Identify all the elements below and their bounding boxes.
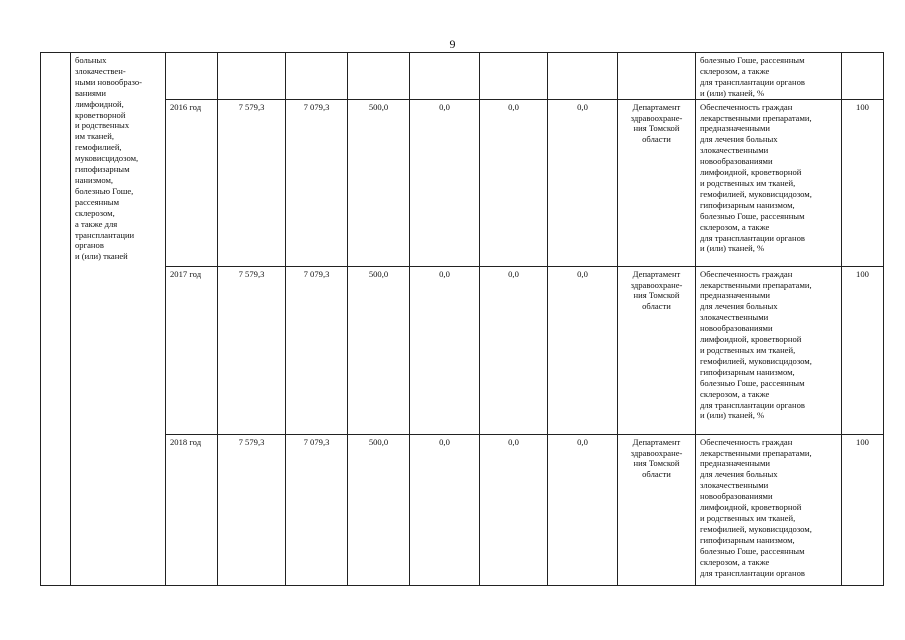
responsible-dept-cell [618,99,696,266]
empty-cell [348,53,410,100]
program-table [40,52,884,586]
empty-cell [548,53,618,100]
index-cell [41,53,71,586]
indicator-line: новообразованиями [700,156,773,167]
empty-cell [166,53,218,100]
indicator-line: и (или) тканей, % [700,87,765,98]
measure-name-line: гемофилией, [75,142,122,153]
dept-line: ния Томской [633,290,680,301]
measure-name-cell [71,53,166,586]
dept-line: здравоохране- [630,279,683,290]
measure-name-line: ными новообразо- [75,76,143,87]
other-funding-cell: 0,0 [548,99,618,266]
indicator-cell [696,266,842,434]
extrabudget-funding-cell: 0,0 [480,99,548,266]
indicator-line: лимфоидной, кроветворной [700,502,802,513]
measure-name-line: а также для [75,218,118,229]
indicator-line: болезнью Гоше, рассеянным [700,55,805,65]
measure-name-line: и (или) тканей [75,251,128,262]
extrabudget-funding-cell: 0,0 [480,266,548,434]
indicator-line: лекарственными препаратами, [700,112,812,123]
table-row [41,99,884,266]
indicator-line: лимфоидной, кроветворной [700,167,802,178]
indicator-line: и родственных им тканей, [700,344,796,355]
measure-name-line: органов [75,240,104,251]
federal-funding-cell: 7 079,3 [286,99,348,266]
indicator-line: для трансплантации органов [700,76,805,87]
indicator-value-cell: 100 [842,266,884,434]
indicator-line: склерозом, а также [700,65,770,76]
dept-line: Департамент [632,268,681,279]
measure-name-line: ваниями [75,87,106,98]
indicator-value-cell: 100 [842,434,884,585]
responsible-dept-cell [618,266,696,434]
measure-name-line: кроветворной [75,109,126,120]
local-funding-cell: 0,0 [410,266,480,434]
indicator-line: лекарственными препаратами, [700,447,812,458]
indicator-line: болезнью Гоше, рассеянным [700,377,805,388]
indicator-line: для трансплантации органов [700,567,805,578]
indicator-line: для лечения больных [700,134,778,145]
responsible-dept-cell [618,434,696,585]
measure-name-line: лимфоидной, [75,98,124,109]
local-funding-cell: 0,0 [410,99,480,266]
indicator-line: для трансплантации органов [700,232,805,243]
dept-line: области [642,469,671,480]
indicator-line: Обеспеченность граждан [700,101,793,112]
indicator-line: предназначенными [700,458,770,469]
indicator-line: для лечения больных [700,469,778,480]
measure-name-line: муковисцидозом, [75,153,139,164]
indicator-line: болезнью Гоше, рассеянным [700,210,805,221]
total-funding-cell: 7 579,3 [218,434,286,585]
table-row [41,434,884,585]
indicator-line: склерозом, а также [700,556,770,567]
regional-funding-cell: 500,0 [348,434,410,585]
indicator-line: Обеспеченность граждан [700,436,793,447]
total-funding-cell: 7 579,3 [218,266,286,434]
total-funding-cell: 7 579,3 [218,99,286,266]
empty-cell [286,53,348,100]
dept-line: области [642,301,671,312]
dept-line: ния Томской [633,123,680,134]
indicator-line: предназначенными [700,123,770,134]
regional-funding-cell: 500,0 [348,266,410,434]
indicator-cell [696,99,842,266]
empty-cell [480,53,548,100]
indicator-line: склерозом, а также [700,221,770,232]
indicator-line: и (или) тканей, % [700,410,765,421]
indicator-line: склерозом, а также [700,388,770,399]
measure-name-line: нанизмом, [75,174,114,185]
year-cell: 2018 год [166,434,218,585]
indicator-line: гипофизарным нанизмом, [700,534,795,545]
measure-name-line: трансплантации [75,229,135,240]
federal-funding-cell: 7 079,3 [286,434,348,585]
dept-line: ния Томской [633,458,680,469]
regional-funding-cell: 500,0 [348,99,410,266]
measure-name-line: рассеянным [75,196,120,207]
indicator-line: новообразованиями [700,491,773,502]
indicator-line: болезнью Гоше, рассеянным [700,545,805,556]
measure-name-line: им тканей, [75,131,114,142]
empty-cell [618,53,696,100]
indicator-cell [696,434,842,585]
empty-cell [842,53,884,100]
indicator-line: для трансплантации органов [700,399,805,410]
page-number: 9 [449,37,456,51]
measure-name-line: гипофизарным [75,164,130,175]
table-row [41,53,884,100]
dept-line: здравоохране- [630,112,683,123]
indicator-value-cell: 100 [842,99,884,266]
dept-line: области [642,134,671,145]
indicator-continued-cell [696,53,842,100]
indicator-line: злокачественными [700,312,769,323]
indicator-line: для лечения больных [700,301,778,312]
table-row [41,266,884,434]
measure-name-line: склерозом, [75,207,115,218]
federal-funding-cell: 7 079,3 [286,266,348,434]
indicator-line: злокачественными [700,145,769,156]
indicator-line: гемофилией, муковисцидозом, [700,188,812,199]
indicator-line: и родственных им тканей, [700,512,796,523]
measure-name-line: болезнью Гоше, [75,185,134,196]
indicator-line: гемофилией, муковисцидозом, [700,355,812,366]
year-cell: 2016 год [166,99,218,266]
indicator-line: новообразованиями [700,323,773,334]
other-funding-cell: 0,0 [548,434,618,585]
indicator-line: и (или) тканей, % [700,243,765,254]
dept-line: Департамент [632,101,681,112]
dept-line: здравоохране- [630,447,683,458]
indicator-line: гемофилией, муковисцидозом, [700,523,812,534]
indicator-line: лекарственными препаратами, [700,279,812,290]
other-funding-cell: 0,0 [548,266,618,434]
indicator-line: лимфоидной, кроветворной [700,334,802,345]
measure-name-line: злокачествен- [75,65,126,76]
empty-cell [410,53,480,100]
empty-cell [218,53,286,100]
measure-name-line: больных [75,55,107,65]
indicator-line: и родственных им тканей, [700,177,796,188]
indicator-line: предназначенными [700,290,770,301]
measure-name-line: и родственных [75,120,130,131]
extrabudget-funding-cell: 0,0 [480,434,548,585]
indicator-line: гипофизарным нанизмом, [700,366,795,377]
year-cell: 2017 год [166,266,218,434]
indicator-line: Обеспеченность граждан [700,268,793,279]
indicator-line: злокачественными [700,480,769,491]
local-funding-cell: 0,0 [410,434,480,585]
dept-line: Департамент [632,436,681,447]
indicator-line: гипофизарным нанизмом, [700,199,795,210]
